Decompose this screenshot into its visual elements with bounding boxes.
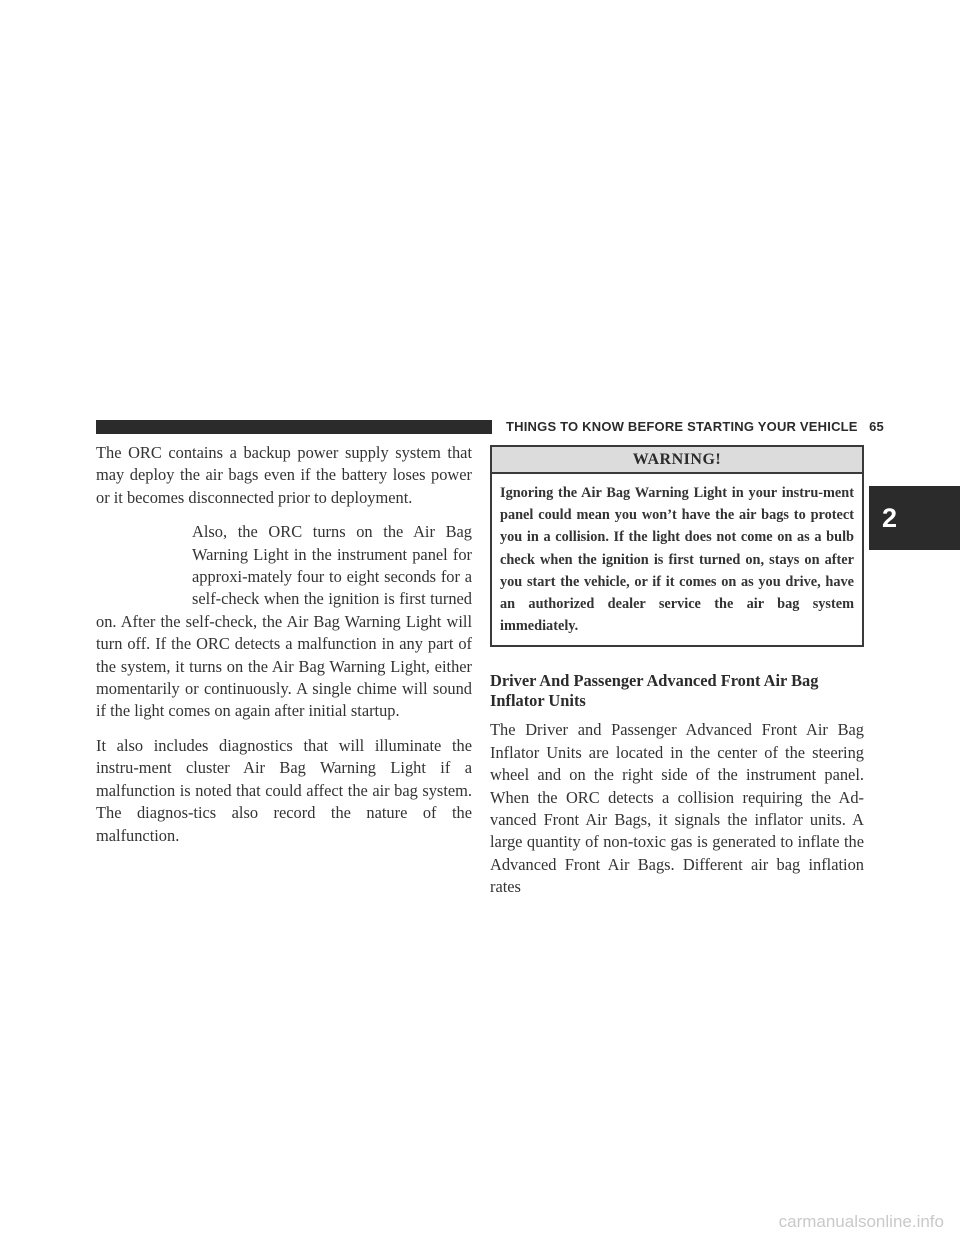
paragraph-warning-light-wrapper [96, 521, 472, 723]
paragraph-inflator-units: The Driver and Passenger Advanced Front Air Bag Inflator Units are located in the center of the steering wheel and on the right side of the instrument panel. When the ORC detects a collision requiring the Ad-vanced Front Air Bags, it signals the inflator units. A large quantity of non-toxic gas is generated to inflate the Advanced Front Air Bags. Different air bag inflation rates [490, 720, 864, 897]
left-column [96, 442, 472, 859]
paragraph-diagnostics: It also includes diagnostics that will illuminate the instru-ment cluster Air Bag Warning Light if a malfunction is noted that could affect the air bag system. The diagnos-tics also record the nature of the malfunction. [96, 735, 472, 845]
chapter-number: 2 [882, 502, 898, 533]
section-subheading: Driver And Passenger Advanced Front Air Bag Inflator Units [490, 671, 819, 711]
warning-box [490, 445, 864, 647]
watermark: carmanualsonline.info [778, 1212, 944, 1231]
page-number: 65 [869, 419, 884, 434]
section-title: THINGS TO KNOW BEFORE STARTING YOUR VEHICLE [506, 419, 858, 434]
right-column [490, 445, 864, 899]
warning-text: Ignoring the Air Bag Warning Light in your instru-ment panel could mean you won’t have the air bags to protect you in a collision. If the light does not come on as a bulb check when the ignition is first turned on, stays on after you start the vehicle, or if it comes on as you drive, have an authorized dealer service the air bag system immediately. [500, 485, 854, 635]
running-header [506, 419, 884, 434]
paragraph-warning-light: Also, the ORC turns on the Air Bag Warning Light in the instrument panel for approxi-mately four to eight seconds for a self-check when the ignition is first turned on. After the self-check, the Air Bag Warning Light will turn off. If the ORC detects a malfunction in any part of the system, it turns on the Air Bag Warning Light, either momentarily or continuously. A single chime will sound if the light comes on again after initial startup. [96, 522, 472, 721]
warning-title: WARNING! [492, 447, 862, 474]
airbag-warning-light-icon-space [96, 521, 192, 609]
chapter-tab [869, 486, 960, 550]
header-rule [96, 420, 492, 434]
paragraph-backup-power: The ORC contains a backup power supply system that may deploy the air bags even if the battery loses power or it becomes disconnected prior to deployment. [96, 443, 472, 507]
